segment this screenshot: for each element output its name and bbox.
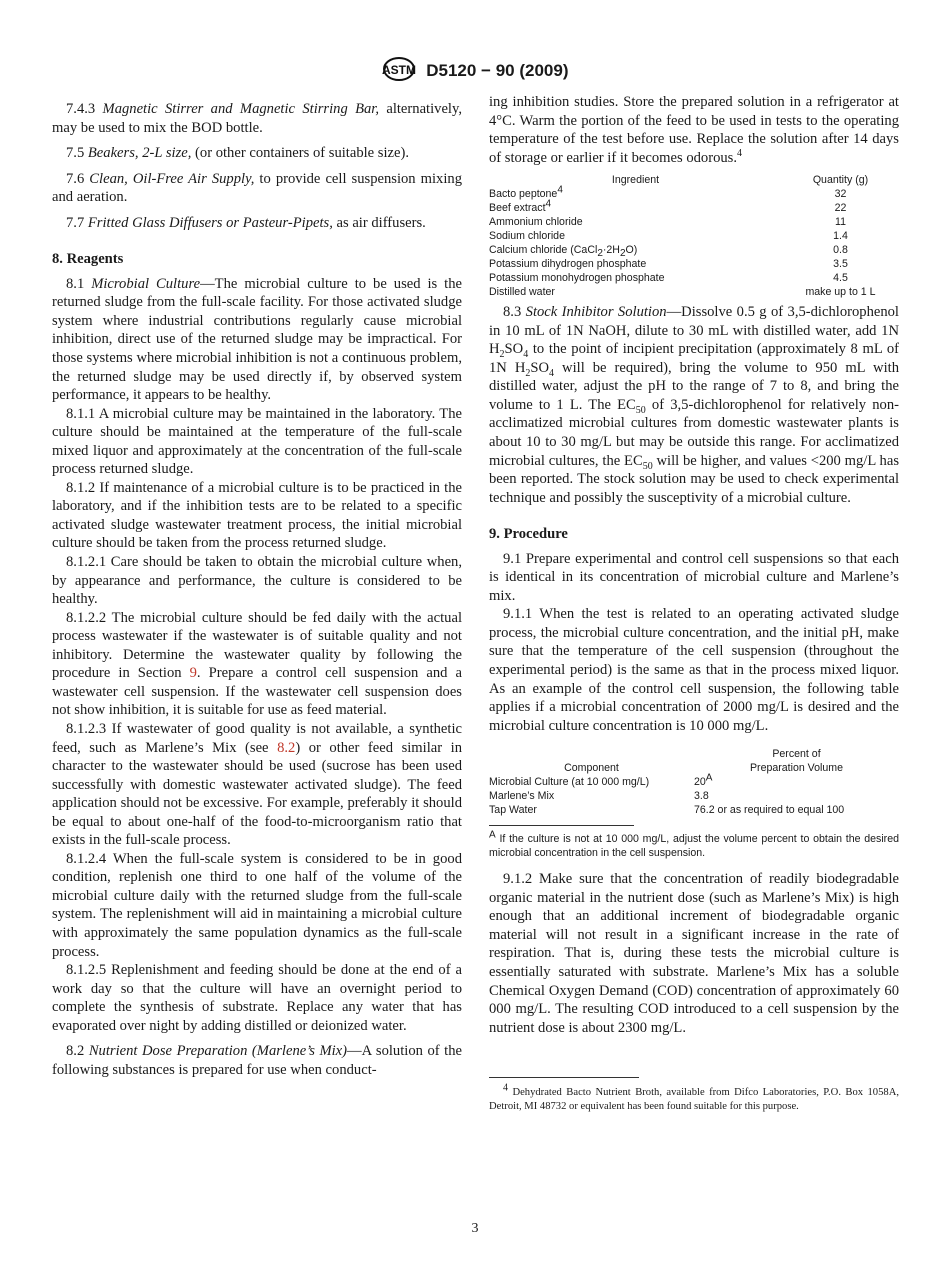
text-run: 7.4.3 xyxy=(66,101,103,117)
text-run: 8.1.2 If maintenance of a microbial culture is to be practiced in the laboratory, and if the inhibition tests are to be related to a specific activated sludge wastewater treatment process, the initial microbial culture should be taken from the process returned sludge. xyxy=(52,479,462,552)
column-header: Ingredient xyxy=(611,174,660,187)
percent-cell xyxy=(694,772,899,789)
paragraph xyxy=(52,609,462,720)
text-run: 9.1 Prepare experimental and control cell suspensions so that each is identical in its concentration of microbial culture and Marlene’s mix. xyxy=(489,550,899,604)
text-run: Microbial Culture xyxy=(91,275,201,292)
table-row xyxy=(489,775,899,789)
footnote xyxy=(489,1082,899,1114)
text-run: —A solution of the following substances is prepared for use when conduct- xyxy=(52,1043,463,1078)
ingredient-cell xyxy=(489,184,782,201)
paragraph xyxy=(52,170,462,207)
paragraph xyxy=(52,553,462,609)
text-run: 4 xyxy=(523,349,529,361)
ingredient-cell xyxy=(489,257,782,271)
text-run: Clean, Oil-Free Air Supply, xyxy=(89,170,255,187)
text-run: 8.1.2.1 Care should be taken to obtain the microbial culture when, by appearance and performance, the culture is considered to be healthy. xyxy=(52,554,462,608)
percent-cell xyxy=(694,803,899,817)
text-run: 20 xyxy=(694,776,706,789)
quantity-cell: 3.5 xyxy=(833,258,848,271)
text-run: 2 xyxy=(597,248,603,260)
text-run: to provide cell suspension mixing and aeration. xyxy=(52,170,462,206)
text-run: 50 xyxy=(635,404,646,416)
table-row xyxy=(489,229,899,243)
paragraph xyxy=(52,144,462,163)
text-run: Dehydrated Bacto Nutrient Broth, available from Difco Laboratories, P.O. Box 1058A, Detroit, MI 48732 or equivalent has been found suitable for this purpose. xyxy=(489,1087,899,1113)
quantity-cell: 32 xyxy=(834,188,847,201)
table-row xyxy=(489,243,899,257)
text-run: 9.1.2 Make sure that the concentration of readily biodegradable organic material in the nutrient dose (such as Marlene’s Mix) is high enough that an additional increment of biodegradable organic material will not result in a significant increase in the rate of respiration. That is, during these tests the microbial culture is essentially saturated with substrate. Marlene’s Mix has a soluble Chemical Oxygen Demand (COD) concentration of approximately 60 000 mg/L. The resulting COD introduced to a cell suspension by the nutrient dose is about 2300 mg/L. xyxy=(489,871,899,1036)
document-designation: D5120 − 90 (2009) xyxy=(426,60,569,80)
text-run: 2 xyxy=(619,248,626,260)
page-number: 3 xyxy=(471,1221,479,1236)
text-run: 8.1.2.4 When the full-scale system is considered to be in good condition, replenish one third to one half of the volume of the microbial culture daily with the returned sludge from the full-scale system. The replenishment will aid in maintaining a microbial culture with approximately the same population dynamics as the full-scale process. xyxy=(52,850,462,960)
text-run: 9.1.1 When the test is related to an operating activated sludge process, the microbial culture concentration, and the initial pH, make sure that the temperature of the cell suspension (throughout the experimental period) is the same as that in the process mixed liquor. As an example of the control cell suspension, the following table applies if a microbial concentration of 2000 mg/L is desired and the microbial culture concentration is 10 000 mg/L. xyxy=(489,606,899,734)
text-run: 3.8 xyxy=(694,790,709,803)
column-header: Component xyxy=(564,762,619,775)
text-run: Nutrient Dose Preparation (Marlene’s Mix) xyxy=(88,1043,347,1060)
ingredient-cell xyxy=(489,285,782,299)
text-run: 8.3 xyxy=(503,304,526,321)
text-run: 7.7 xyxy=(66,214,88,231)
text-run: 4 xyxy=(503,1082,508,1094)
component-cell: Microbial Culture (at 10 000 mg/L) xyxy=(489,776,650,789)
text-run: SO xyxy=(504,341,524,358)
section-link[interactable]: 8.2 xyxy=(277,739,296,756)
ingredient-cell xyxy=(489,229,782,243)
column-header: Quantity (g) xyxy=(812,174,869,187)
text-run: If the culture is not at 10 000 mg/L, adjust the volume percent to obtain the desired microbial concentration in the cell suspension. xyxy=(489,833,899,860)
component-cell: Marlene’s Mix xyxy=(489,790,555,803)
text-run: Beef extract xyxy=(489,202,546,215)
quantity-cell: 0.8 xyxy=(833,244,848,257)
text-run: 8.1 xyxy=(66,275,92,292)
table-row xyxy=(489,215,899,229)
left-column xyxy=(52,93,462,1079)
paragraph xyxy=(489,93,899,167)
text-run: Potassium monohydrogen phosphate xyxy=(489,272,665,285)
page-header xyxy=(0,56,950,87)
column-header: Percent of xyxy=(772,748,821,761)
text-run: 4 xyxy=(549,367,555,379)
section-link[interactable]: 9 xyxy=(189,665,197,682)
section-heading: 8. Reagents xyxy=(52,251,124,268)
text-run: Calcium chloride (CaCl xyxy=(489,244,598,257)
percent-cell xyxy=(694,789,899,803)
table-row xyxy=(489,285,899,299)
paragraph xyxy=(52,214,462,233)
text-run: ing inhibition studies. Store the prepared solution in a refrigerator at 4°C. Warm the portion of the feed to be used in tests to the operating temperature of the test before use. Replace the solution after 14 days of storage or earlier if it becomes odorous. xyxy=(489,94,899,166)
paragraph xyxy=(489,550,899,606)
text-run: 8.2 xyxy=(66,1043,89,1060)
quantity-cell: make up to 1 L xyxy=(805,286,876,299)
text-run: O) xyxy=(625,244,638,257)
paragraph xyxy=(52,850,462,961)
paragraph xyxy=(52,1042,462,1079)
text-run: of 3,5-dichlorophenol for relatively non-acclimatized microbial cultures from domestic wastewater plants is about 10 to 30 mg/L but may be outside this range. For acclimatized microbial cultures, the EC xyxy=(489,396,899,469)
text-run: 2 xyxy=(499,349,505,361)
quantity-cell: 11 xyxy=(834,216,846,229)
astm-logo-icon xyxy=(382,56,416,87)
paragraph xyxy=(52,100,462,137)
text-run: A xyxy=(705,772,713,784)
text-run: 4 xyxy=(545,198,552,210)
text-run: Distilled water xyxy=(489,286,555,299)
paragraph xyxy=(52,275,462,405)
text-run: will be higher, and values <200 mg/L has been reported. The stock solution may be used to check experimental technique and possibly the susceptivity of a microbial culture. xyxy=(489,452,899,506)
text-run: alternatively, may be used to mix the BOD bottle. xyxy=(52,101,462,136)
paragraph xyxy=(489,605,899,735)
nutrient-table xyxy=(489,173,899,299)
footnote-rule xyxy=(489,1077,639,1078)
text-run: Fritted Glass Diffusers or Pasteur-Pipets, xyxy=(87,214,333,231)
text-run: ) or other feed similar in character to the wastewater should be used (sucrose has been used successfully with domestic wastewater activated sludge). The feed application should not be excessive. For example, preferably it should be equal to about one-half of the food-to-microorganism ratio that exists in the full-scale process. xyxy=(52,739,462,849)
preparation-table xyxy=(489,747,899,817)
table-footnote xyxy=(489,829,899,860)
text-run: will be required), bring the volume to 950 mL with distilled water, adjust the pH to the range of 7 to 8, and bring the volume to 1 L. The EC xyxy=(489,359,899,413)
paragraph xyxy=(52,720,462,850)
text-run: 4 xyxy=(557,184,563,196)
paragraph xyxy=(489,870,899,1037)
right-column xyxy=(489,93,899,1114)
text-run: 76.2 or as required to equal 100 xyxy=(694,804,845,817)
text-run: Sodium chloride xyxy=(489,230,565,243)
table-row xyxy=(489,803,899,817)
text-run: Potassium dihydrogen phosphate xyxy=(489,258,647,271)
quantity-cell: 1.4 xyxy=(833,230,848,243)
paragraph xyxy=(52,961,462,1035)
ingredient-cell xyxy=(489,243,782,260)
table-row xyxy=(489,271,899,285)
column-header: Preparation Volume xyxy=(749,762,844,775)
text-run: (or other containers of suitable size). xyxy=(191,145,409,162)
quantity-cell: 22 xyxy=(834,202,847,215)
text-run: to the point of incipient precipitation (approximately 8 mL of 1N H xyxy=(489,341,899,376)
text-run: A xyxy=(489,829,496,841)
text-run: —Dissolve 0.5 g of 3,5-dichlorophenol in 10 mL of 1N NaOH, dilute to 30 mL with distilled water, add 1N H xyxy=(489,304,899,358)
text-run: as air diffusers. xyxy=(332,214,426,231)
text-run: 8.1.2.3 If wastewater of good quality is not available, a synthetic feed, such as Marlene’s Mix (see xyxy=(52,720,462,756)
text-run: —The microbial culture to be used is the returned sludge from the full-scale facility. For those activated sludge system where industrial contributions regularly cause microbial inhibition, direct use of the returned sludge may be impractical. For those systems where microbial inhibition is not a continuous problem, the returned sludge may be used directly if, by observed system performance, it appears to be healthy. xyxy=(52,275,463,404)
text-run: Stock Inhibitor Solution xyxy=(525,304,667,321)
paragraph xyxy=(52,479,462,553)
ingredient-cell xyxy=(489,215,782,229)
text-run: SO xyxy=(530,359,550,376)
ingredient-cell xyxy=(489,271,782,285)
text-run: 8.1.1 A microbial culture may be maintained in the laboratory. The culture should be maintained at the temperature of the full-scale mixed liquor and approximately at the concentration of the full-scale process returned sludge. xyxy=(52,405,462,478)
table-row xyxy=(489,201,899,215)
component-cell: Tap Water xyxy=(489,804,537,817)
table-row xyxy=(489,789,899,803)
ingredient-cell xyxy=(489,198,782,215)
text-run: 2 xyxy=(525,367,531,379)
text-run: ·2H xyxy=(602,244,620,257)
table-rule xyxy=(489,825,634,826)
quantity-cell: 4.5 xyxy=(833,272,848,285)
text-run: Ammonium chloride xyxy=(489,216,583,229)
table-row xyxy=(489,257,899,271)
text-run: Beakers, 2-L size, xyxy=(87,145,192,162)
text-run: . Prepare a control cell suspension and a wastewater cell suspension. If the wastewater cell suspension does not show inhibition, it is suitable for use as feed material. xyxy=(52,665,462,719)
section-heading: 9. Procedure xyxy=(489,526,568,543)
paragraph xyxy=(52,405,462,479)
text-run: 7.6 xyxy=(66,170,90,187)
text-run: 4 xyxy=(737,147,743,159)
text-run: Magnetic Stirrer and Magnetic Stirring Bar, xyxy=(102,101,380,117)
text-run: 8.1.2.5 Replenishment and feeding should be done at the end of a work day so that the culture will have an overnight period to complete the synthesis of substrate. Replace any water that has evaporated over night by adding distilled or deionized water. xyxy=(52,962,462,1034)
text-run: 8.1.2.2 The microbial culture should be fed daily with the actual process wastewater if the wastewater is of suitable quality and not inhibitory. Determine the wastewater quality by following the procedure in Section xyxy=(52,609,462,682)
text-run: 50 xyxy=(642,460,653,472)
paragraph xyxy=(489,303,899,507)
svg-text:ASTM: ASTM xyxy=(381,63,416,77)
text-run: 7.5 xyxy=(66,145,88,162)
text-run: Bacto peptone xyxy=(489,188,558,201)
